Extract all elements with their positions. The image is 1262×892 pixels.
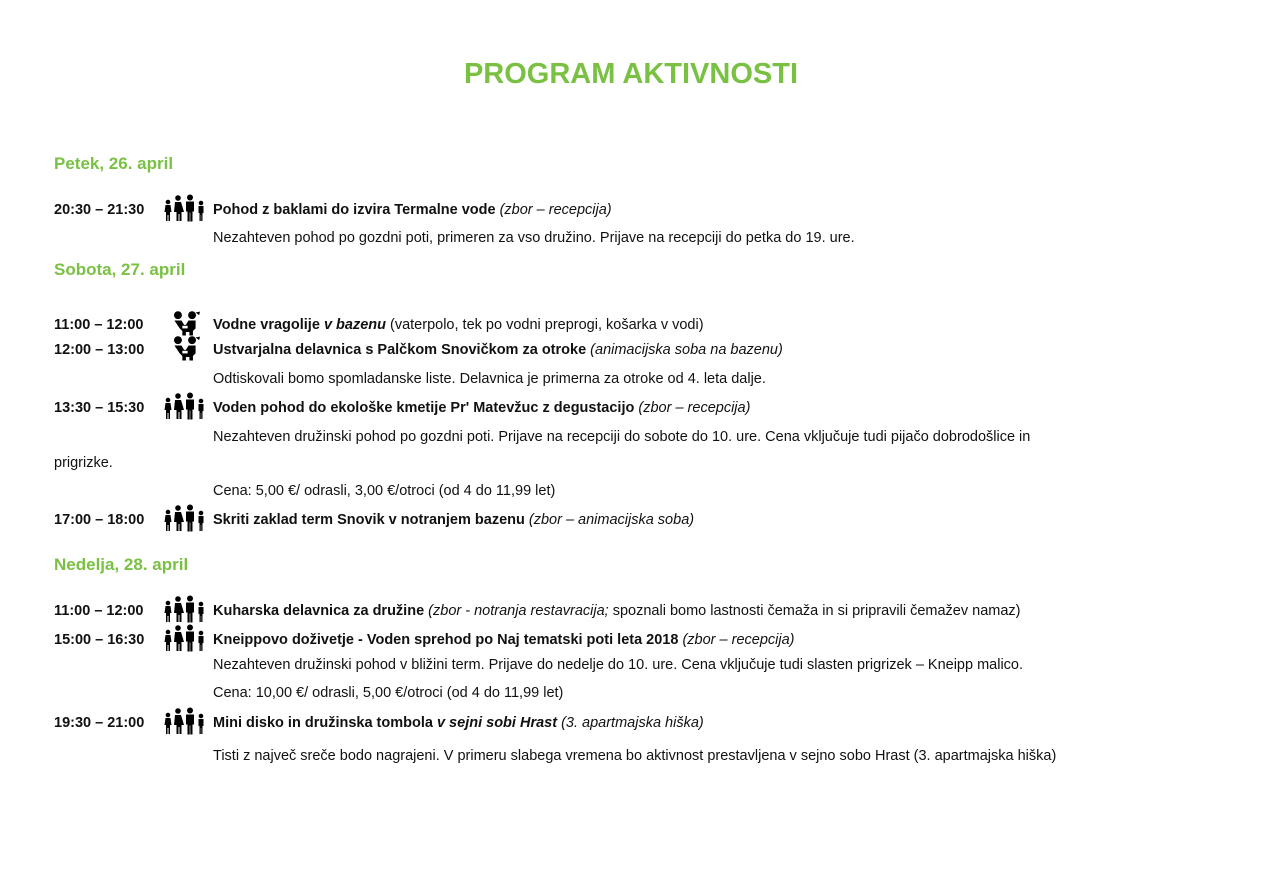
activity-description: Cena: 10,00 €/ odrasli, 5,00 €/otroci (od 4 do 11,99 let) — [213, 685, 564, 701]
kids-icon — [162, 334, 208, 364]
activity-text-segment: (zbor – recepcija) — [682, 632, 795, 648]
activity-text-segment: Skriti zaklad term Snovik v notranjem bazenu — [213, 512, 529, 528]
activity-time: 19:30 – 21:00 — [54, 715, 145, 731]
activity-text-segment: (vaterpolo, tek po vodni preprogi, košarka v vodi) — [385, 317, 704, 333]
activity-text-segment: Voden pohod do ekološke kmetije Pr' Matevžuc z degustacijo — [213, 400, 639, 416]
family-icon — [162, 392, 208, 422]
activity-title — [213, 399, 750, 417]
family-icon — [162, 194, 208, 224]
activity-text-segment: (zbor - notranja restavracija; — [428, 603, 613, 619]
activity-text-segment: (zbor – recepcija) — [638, 400, 751, 416]
activity-description: Cena: 5,00 €/ odrasli, 3,00 €/otroci (od 4 do 11,99 let) — [213, 483, 556, 499]
activity-text-segment: (zbor – animacijska soba) — [528, 512, 695, 528]
activity-time: 20:30 – 21:30 — [54, 202, 145, 218]
activity-text-segment: (zbor – recepcija) — [499, 202, 612, 218]
activity-text-segment: Pohod z baklami do izvira Termalne vode — [213, 202, 500, 218]
activity-time: 11:00 – 12:00 — [54, 603, 144, 619]
family-icon — [162, 624, 208, 654]
activity-text-segment: Mini disko in družinska tombola — [213, 715, 437, 731]
activity-description: prigrizke. — [54, 455, 113, 471]
day-heading: Petek, 26. april — [54, 154, 174, 173]
family-icon — [162, 707, 208, 737]
activity-time: 17:00 – 18:00 — [54, 512, 145, 528]
activity-text-segment: (3. apartmajska hiška) — [557, 715, 704, 731]
activity-text-segment: (animacijska soba na bazenu) — [590, 342, 783, 358]
activity-title — [213, 602, 1021, 620]
activity-title — [213, 714, 704, 732]
activity-title — [213, 201, 612, 219]
activity-title — [213, 316, 704, 334]
activity-title — [213, 341, 783, 359]
day-heading: Nedelja, 28. april — [54, 555, 189, 574]
activity-text-segment: v bazenu — [323, 317, 386, 333]
activity-description: Tisti z največ sreče bodo nagrajeni. V primeru slabega vremena bo aktivnost prestavljena v sejno sobo Hrast (3. apartmajska hiška) — [213, 748, 1057, 764]
activity-text-segment: v sejni sobi Hrast — [436, 715, 558, 731]
activity-time: 15:00 – 16:30 — [54, 632, 145, 648]
family-icon — [162, 595, 208, 625]
page-title: PROGRAM AKTIVNOSTI — [463, 58, 799, 90]
activity-description: Nezahteven pohod po gozdni poti, primeren za vso družino. Prijave na recepciji do petka do 19. ure. — [213, 230, 855, 246]
day-heading: Sobota, 27. april — [54, 260, 186, 279]
activity-text-segment: spoznali bomo lastnosti čemaža in si pripravili čemažev namaz) — [612, 603, 1021, 619]
family-icon — [162, 504, 208, 534]
activity-text-segment: Vodne vragolije — [213, 317, 324, 333]
activity-time: 13:30 – 15:30 — [54, 400, 145, 416]
activity-description: Nezahteven družinski pohod v bližini term. Prijave do nedelje do 10. ure. Cena vključuje tudi slasten prigrizek – Kneipp malico. — [213, 657, 1024, 673]
activity-time: 12:00 – 13:00 — [54, 342, 145, 358]
activity-title — [213, 511, 694, 529]
activity-text-segment: Kneippovo doživetje - Voden sprehod po Naj tematski poti leta 2018 — [213, 632, 683, 648]
activity-text-segment: Ustvarjalna delavnica s Palčkom Snovičkom za otroke — [213, 342, 591, 358]
activity-text-segment: Kuharska delavnica za družine — [213, 603, 429, 619]
activity-title — [213, 631, 794, 649]
activity-time: 11:00 – 12:00 — [54, 317, 144, 333]
activity-description: Nezahteven družinski pohod po gozdni poti. Prijave na recepciji do sobote do 10. ure. Cena vključuje tudi pijačo dobrodošlice in — [213, 429, 1031, 445]
activity-description: Odtiskovali bomo spomladanske liste. Delavnica je primerna za otroke od 4. leta dalje. — [213, 371, 766, 387]
